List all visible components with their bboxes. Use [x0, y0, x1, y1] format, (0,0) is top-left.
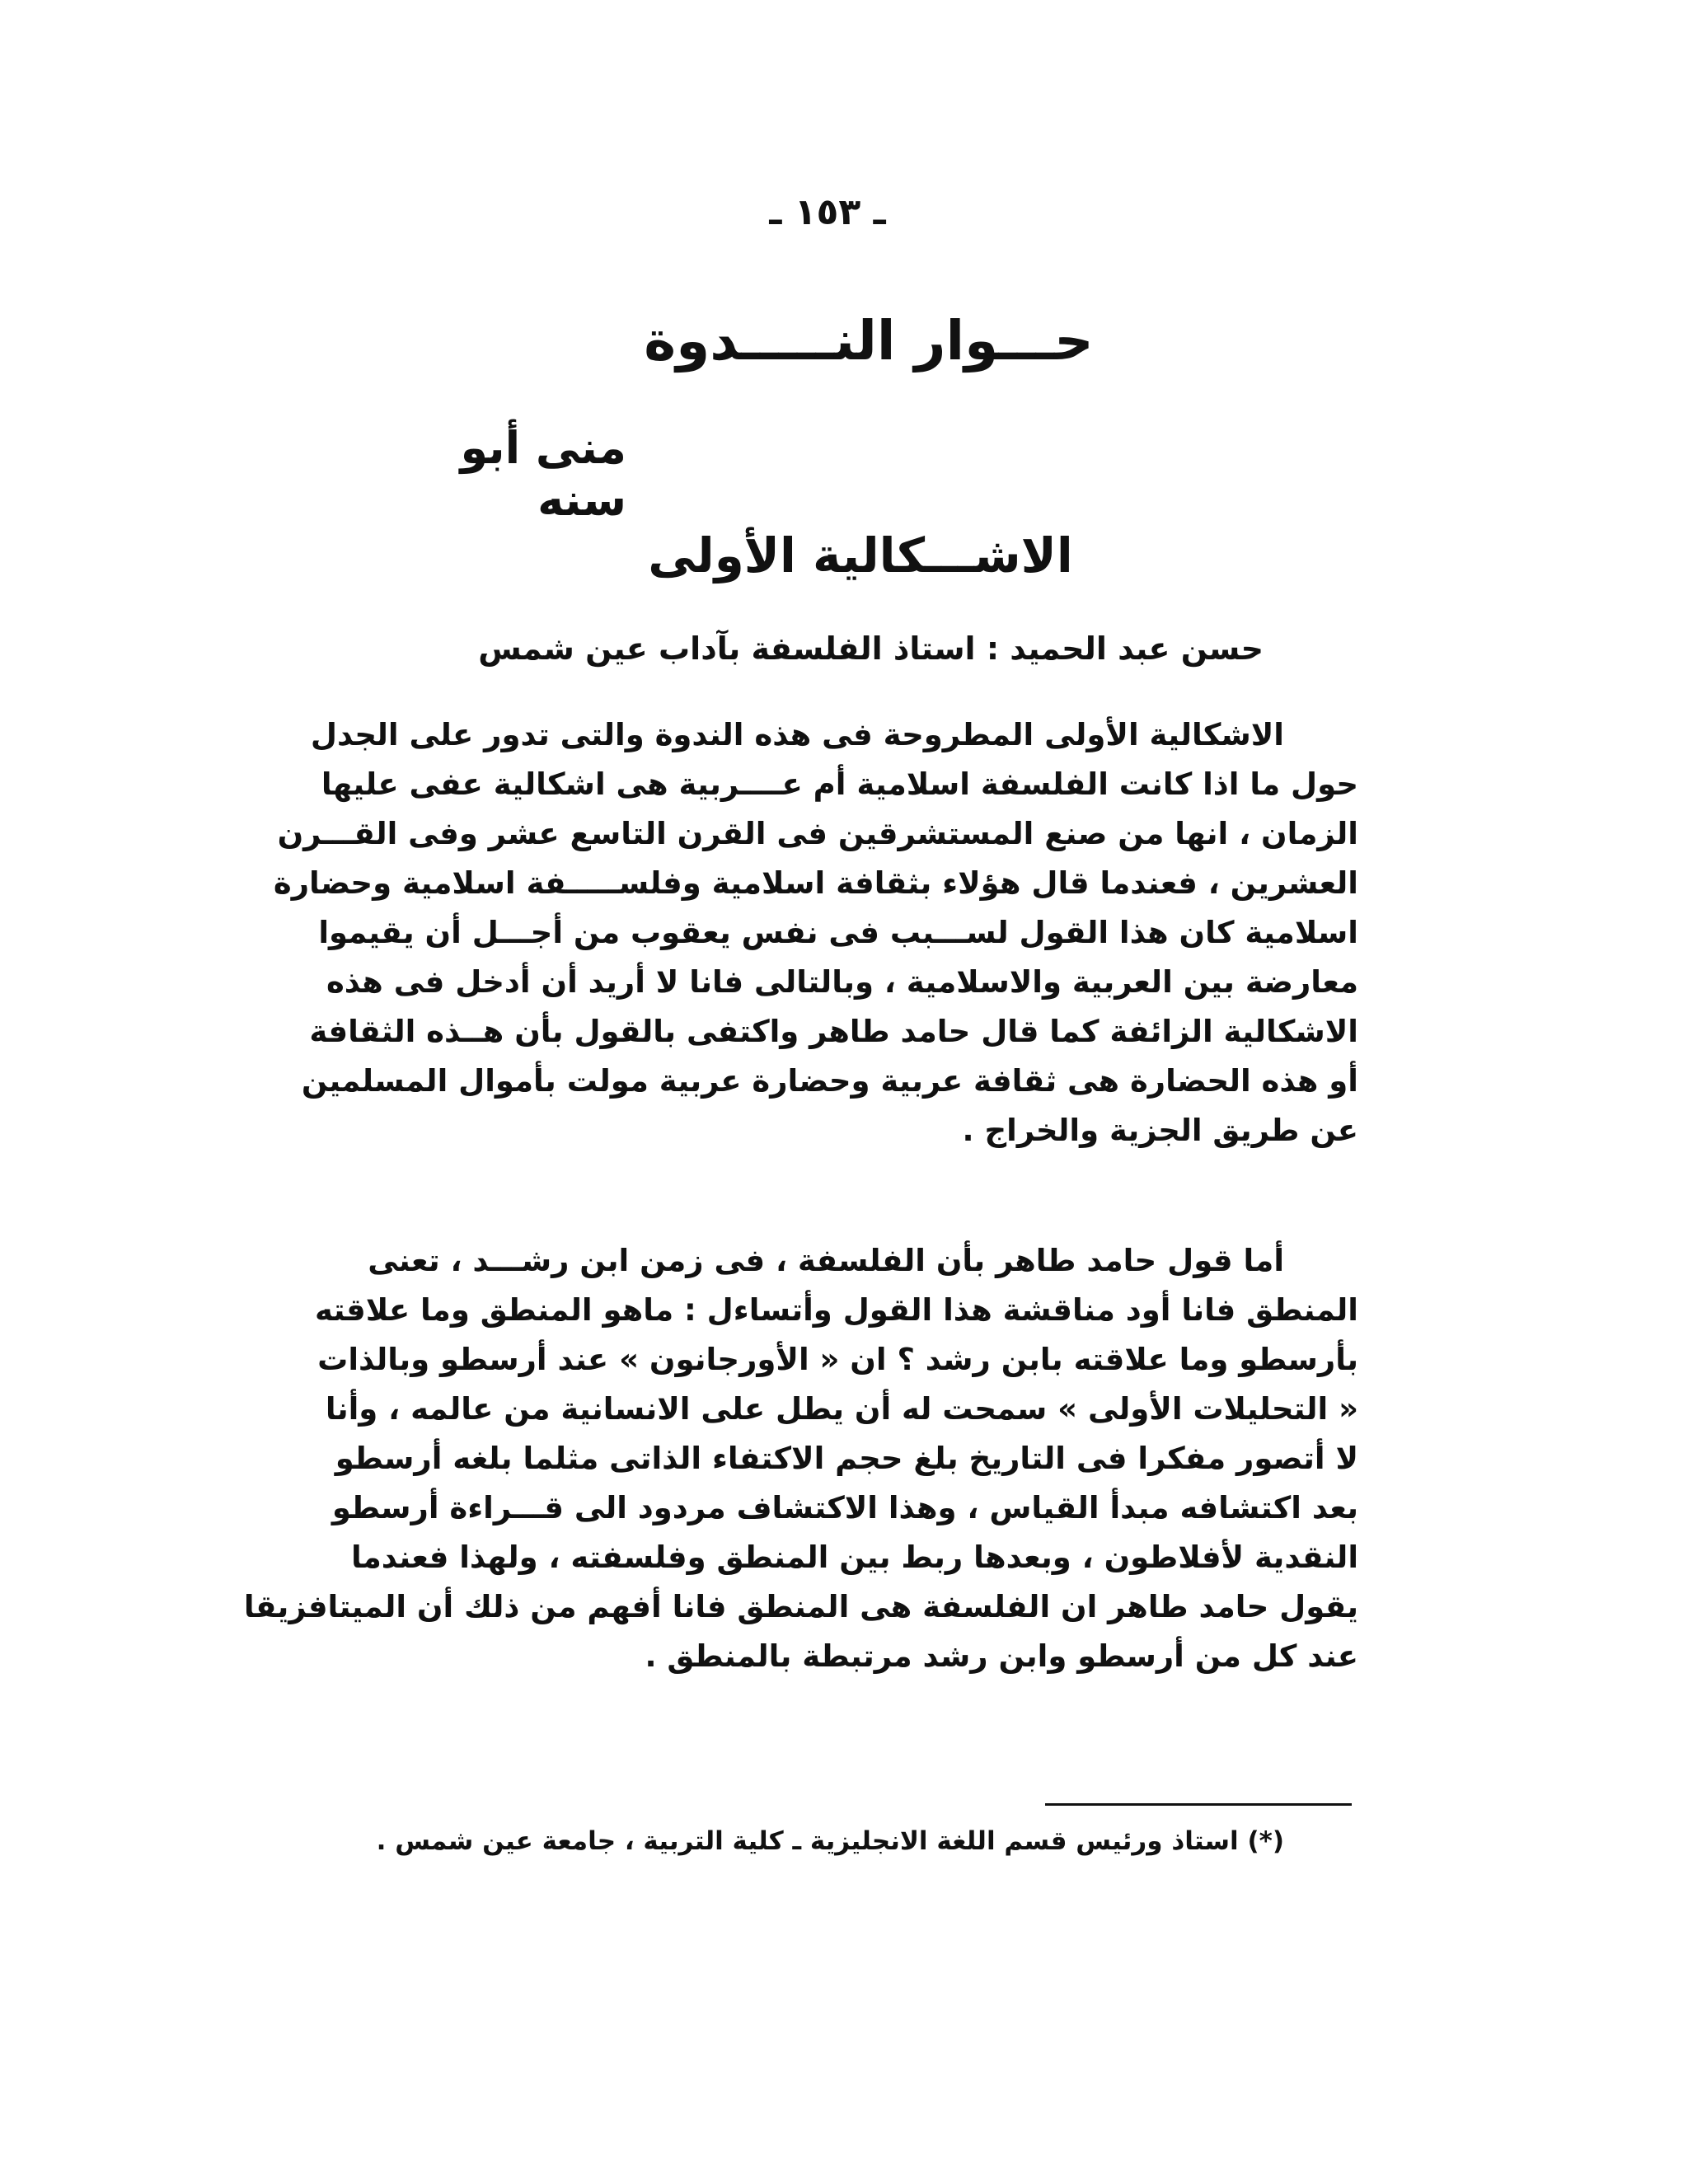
footnote-divider [1045, 1803, 1352, 1806]
page-number: ـ ١٥٣ ـ [769, 191, 886, 233]
paragraph-line: العشرين ، فعندما قال هؤلاء بثقافة اسلامية وفلســـــفة اسلامية وحضارة [273, 865, 1358, 901]
paragraph-line: النقدية لأفلاطون ، وبعدها ربط بين المنطق وفلسفته ، ولهذا فعندما [350, 1540, 1358, 1575]
paragraph-1 [273, 710, 1358, 1155]
paragraph-line: أما قول حامد طاهر بأن الفلسفة ، فى زمن ابن رشـــد ، تعنى [368, 1243, 1284, 1278]
author-name: منى أبو سنه [460, 422, 626, 526]
paragraph-line: الاشكالية الأولى المطروحة فى هذه الندوة والتى تدور على الجدل [310, 717, 1284, 752]
paragraph-line: الاشكالية الزائفة كما قال حامد طاهر واكتفى بالقول بأن هــذه الثقافة [309, 1014, 1358, 1049]
section-title: الاشـــكالية الأولى [648, 527, 1073, 583]
paragraph-2 [243, 1236, 1358, 1681]
paragraph-line: بعد اكتشافه مبدأ القياس ، وهذا الاكتشاف مردود الى قـــراءة أرسطو [331, 1490, 1358, 1526]
paragraph-line: المنطق فانا أود مناقشة هذا القول وأتساءل : ماهو المنطق وما علاقته [315, 1292, 1358, 1328]
paragraph-line: أو هذه الحضارة هى ثقافة عربية وحضارة عربية مولت بأموال المسلمين [301, 1063, 1358, 1099]
paragraph-line: لا أتصور مفكرا فى التاريخ بلغ حجم الاكتفاء الذاتى مثلما بلغه أرسطو [335, 1441, 1358, 1476]
paragraph-line: عن طريق الجزية والخراج . [962, 1113, 1358, 1148]
footnote: (*) استاذ ورئيس قسم اللغة الانجليزية ـ كلية التربية ، جامعة عين شمس . [376, 1826, 1284, 1856]
paragraph-line: يقول حامد طاهر ان الفلسفة هى المنطق فانا أفهم من ذلك أن الميتافزيقا [243, 1589, 1358, 1624]
paragraph-line: بأرسطو وما علاقته بابن رشد ؟ ان « الأورجانون » عند أرسطو وبالذات [317, 1342, 1358, 1377]
main-title: حـــوار النـــــدوة [644, 309, 1094, 373]
paragraph-line: عند كل من أرسطو وابن رشد مرتبطة بالمنطق . [645, 1638, 1358, 1674]
paragraph-line: حول ما اذا كانت الفلسفة اسلامية أم عــــربية هى اشكالية عفى عليها [321, 766, 1358, 802]
paragraph-line: « التحليلات الأولى » سمحت له أن يطل على الانسانية من عالمه ، وأنا [325, 1391, 1358, 1427]
paragraph-line: الزمان ، انها من صنع المستشرقين فى القرن التاسع عشر وفى القـــرن [277, 816, 1358, 851]
paragraph-line: اسلامية كان هذا القول لســـبب فى نفس يعقوب من أجـــل أن يقيموا [318, 915, 1358, 950]
paragraph-line: معارضة بين العربية والاسلامية ، وبالتالى فانا لا أريد أن أدخل فى هذه [326, 964, 1358, 1000]
speaker-line: حسن عبد الحميد : استاذ الفلسفة بآداب عين شمس [478, 630, 1264, 667]
